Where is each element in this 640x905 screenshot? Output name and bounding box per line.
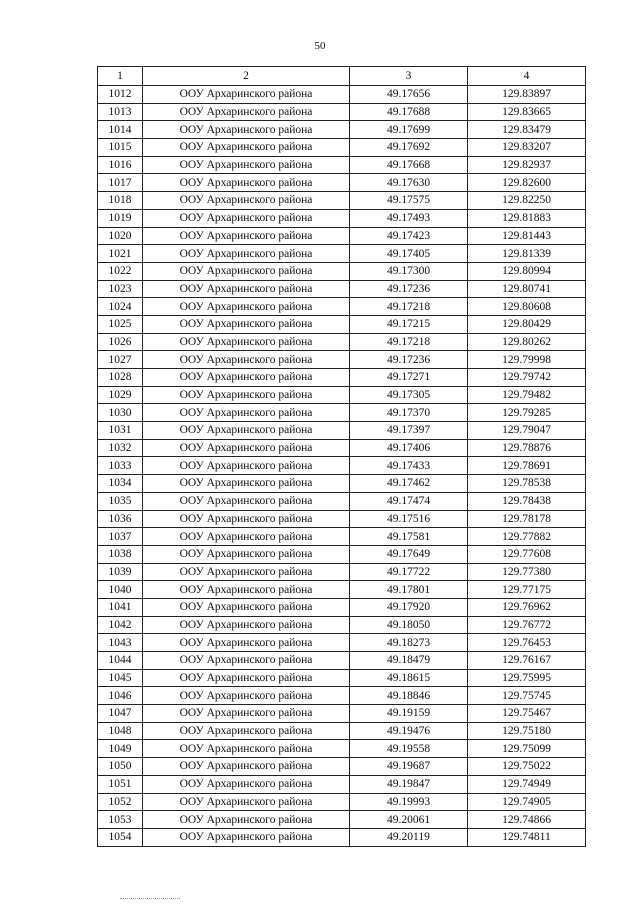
- latitude-cell: 49.18050: [350, 616, 468, 634]
- latitude-cell: 49.17630: [350, 174, 468, 192]
- latitude-cell: 49.17699: [350, 121, 468, 139]
- owner-cell: ООУ Архаринского района: [143, 103, 350, 121]
- longitude-cell: 129.74811: [468, 828, 586, 846]
- longitude-cell: 129.81339: [468, 245, 586, 263]
- longitude-cell: 129.80994: [468, 262, 586, 280]
- owner-cell: ООУ Архаринского района: [143, 475, 350, 493]
- row-number-cell: 1020: [98, 227, 143, 245]
- table-row: [98, 351, 586, 369]
- table-row: [98, 775, 586, 793]
- latitude-cell: 49.17215: [350, 315, 468, 333]
- longitude-cell: 129.74866: [468, 811, 586, 829]
- latitude-cell: 49.17305: [350, 386, 468, 404]
- latitude-cell: 49.17462: [350, 475, 468, 493]
- longitude-cell: 129.75995: [468, 669, 586, 687]
- latitude-cell: 49.20119: [350, 828, 468, 846]
- owner-cell: ООУ Архаринского района: [143, 333, 350, 351]
- longitude-cell: 129.79047: [468, 422, 586, 440]
- owner-cell: ООУ Архаринского района: [143, 669, 350, 687]
- longitude-cell: 129.75467: [468, 705, 586, 723]
- table-row: [98, 192, 586, 210]
- table-row: [98, 404, 586, 422]
- owner-cell: ООУ Архаринского района: [143, 652, 350, 670]
- owner-cell: ООУ Архаринского района: [143, 386, 350, 404]
- owner-cell: ООУ Архаринского района: [143, 740, 350, 758]
- longitude-cell: 129.83479: [468, 121, 586, 139]
- owner-cell: ООУ Архаринского района: [143, 156, 350, 174]
- latitude-cell: 49.19558: [350, 740, 468, 758]
- table-row: [98, 298, 586, 316]
- longitude-cell: 129.75099: [468, 740, 586, 758]
- longitude-cell: 129.82937: [468, 156, 586, 174]
- table-row: [98, 828, 586, 846]
- latitude-cell: 49.17300: [350, 262, 468, 280]
- owner-cell: ООУ Архаринского района: [143, 492, 350, 510]
- table-row: [98, 245, 586, 263]
- table-row: [98, 492, 586, 510]
- row-number-cell: 1027: [98, 351, 143, 369]
- row-number-cell: 1039: [98, 563, 143, 581]
- row-number-cell: 1044: [98, 652, 143, 670]
- table-row: [98, 386, 586, 404]
- longitude-cell: 129.78876: [468, 439, 586, 457]
- owner-cell: ООУ Архаринского района: [143, 262, 350, 280]
- table-row: [98, 705, 586, 723]
- row-number-cell: 1051: [98, 775, 143, 793]
- longitude-cell: 129.78178: [468, 510, 586, 528]
- owner-cell: ООУ Архаринского района: [143, 811, 350, 829]
- table-row: [98, 262, 586, 280]
- row-number-cell: 1032: [98, 439, 143, 457]
- row-number-cell: 1031: [98, 422, 143, 440]
- longitude-cell: 129.79482: [468, 386, 586, 404]
- longitude-cell: 129.77175: [468, 581, 586, 599]
- table-row: [98, 581, 586, 599]
- latitude-cell: 49.18479: [350, 652, 468, 670]
- longitude-cell: 129.81883: [468, 209, 586, 227]
- longitude-cell: 129.77380: [468, 563, 586, 581]
- table-row: [98, 616, 586, 634]
- longitude-cell: 129.75745: [468, 687, 586, 705]
- latitude-cell: 49.18273: [350, 634, 468, 652]
- latitude-cell: 49.17406: [350, 439, 468, 457]
- latitude-cell: 49.19159: [350, 705, 468, 723]
- owner-cell: ООУ Архаринского района: [143, 280, 350, 298]
- owner-cell: ООУ Архаринского района: [143, 581, 350, 599]
- longitude-cell: 129.83897: [468, 86, 586, 104]
- owner-cell: ООУ Архаринского района: [143, 722, 350, 740]
- latitude-cell: 49.20061: [350, 811, 468, 829]
- row-number-cell: 1049: [98, 740, 143, 758]
- page-number: 50: [314, 40, 326, 52]
- latitude-cell: 49.17668: [350, 156, 468, 174]
- longitude-cell: 129.74949: [468, 775, 586, 793]
- longitude-cell: 129.80741: [468, 280, 586, 298]
- table-row: [98, 333, 586, 351]
- latitude-cell: 49.17493: [350, 209, 468, 227]
- table-row: [98, 634, 586, 652]
- row-number-cell: 1050: [98, 758, 143, 776]
- page-footer-mark: [120, 898, 180, 899]
- owner-cell: ООУ Архаринского района: [143, 687, 350, 705]
- owner-cell: ООУ Архаринского района: [143, 616, 350, 634]
- longitude-cell: 129.82250: [468, 192, 586, 210]
- latitude-cell: 49.17271: [350, 369, 468, 387]
- longitude-cell: 129.76167: [468, 652, 586, 670]
- row-number-cell: 1048: [98, 722, 143, 740]
- table-row: [98, 139, 586, 157]
- row-number-cell: 1045: [98, 669, 143, 687]
- owner-cell: ООУ Архаринского района: [143, 369, 350, 387]
- row-number-cell: 1041: [98, 598, 143, 616]
- owner-cell: ООУ Архаринского района: [143, 634, 350, 652]
- owner-cell: ООУ Архаринского района: [143, 245, 350, 263]
- row-number-cell: 1040: [98, 581, 143, 599]
- table-row: [98, 652, 586, 670]
- longitude-cell: 129.76772: [468, 616, 586, 634]
- latitude-cell: 49.19993: [350, 793, 468, 811]
- table-row: [98, 457, 586, 475]
- owner-cell: ООУ Архаринского района: [143, 775, 350, 793]
- row-number-cell: 1033: [98, 457, 143, 475]
- row-number-cell: 1034: [98, 475, 143, 493]
- table-row: [98, 811, 586, 829]
- table-row: [98, 510, 586, 528]
- table-row: [98, 422, 586, 440]
- table-row: [98, 121, 586, 139]
- row-number-cell: 1036: [98, 510, 143, 528]
- longitude-cell: 129.78691: [468, 457, 586, 475]
- owner-cell: ООУ Архаринского района: [143, 209, 350, 227]
- row-number-cell: 1037: [98, 528, 143, 546]
- row-number-cell: 1046: [98, 687, 143, 705]
- latitude-cell: 49.17218: [350, 333, 468, 351]
- row-number-cell: 1030: [98, 404, 143, 422]
- longitude-cell: 129.80262: [468, 333, 586, 351]
- header-cell-4: 4: [468, 67, 586, 86]
- table-row: [98, 545, 586, 563]
- latitude-cell: 49.17920: [350, 598, 468, 616]
- latitude-cell: 49.17236: [350, 351, 468, 369]
- longitude-cell: 129.78438: [468, 492, 586, 510]
- latitude-cell: 49.17236: [350, 280, 468, 298]
- row-number-cell: 1035: [98, 492, 143, 510]
- table-row: [98, 209, 586, 227]
- row-number-cell: 1028: [98, 369, 143, 387]
- row-number-cell: 1029: [98, 386, 143, 404]
- table-row: [98, 528, 586, 546]
- latitude-cell: 49.17370: [350, 404, 468, 422]
- table-row: [98, 439, 586, 457]
- longitude-cell: 129.79998: [468, 351, 586, 369]
- latitude-cell: 49.17474: [350, 492, 468, 510]
- owner-cell: ООУ Архаринского района: [143, 563, 350, 581]
- owner-cell: ООУ Архаринского района: [143, 315, 350, 333]
- table-row: [98, 156, 586, 174]
- owner-cell: ООУ Архаринского района: [143, 192, 350, 210]
- row-number-cell: 1025: [98, 315, 143, 333]
- row-number-cell: 1042: [98, 616, 143, 634]
- latitude-cell: 49.17516: [350, 510, 468, 528]
- row-number-cell: 1013: [98, 103, 143, 121]
- row-number-cell: 1038: [98, 545, 143, 563]
- row-number-cell: 1023: [98, 280, 143, 298]
- table-row: [98, 758, 586, 776]
- latitude-cell: 49.17581: [350, 528, 468, 546]
- latitude-cell: 49.17801: [350, 581, 468, 599]
- row-number-cell: 1054: [98, 828, 143, 846]
- table-row: [98, 563, 586, 581]
- row-number-cell: 1021: [98, 245, 143, 263]
- latitude-cell: 49.17575: [350, 192, 468, 210]
- latitude-cell: 49.17433: [350, 457, 468, 475]
- owner-cell: ООУ Архаринского района: [143, 793, 350, 811]
- latitude-cell: 49.17656: [350, 86, 468, 104]
- row-number-cell: 1026: [98, 333, 143, 351]
- owner-cell: ООУ Архаринского района: [143, 758, 350, 776]
- latitude-cell: 49.17405: [350, 245, 468, 263]
- longitude-cell: 129.81443: [468, 227, 586, 245]
- latitude-cell: 49.18846: [350, 687, 468, 705]
- table-row: [98, 369, 586, 387]
- owner-cell: ООУ Архаринского района: [143, 86, 350, 104]
- row-number-cell: 1012: [98, 86, 143, 104]
- table-body: [98, 86, 586, 847]
- row-number-cell: 1022: [98, 262, 143, 280]
- row-number-cell: 1016: [98, 156, 143, 174]
- latitude-cell: 49.19476: [350, 722, 468, 740]
- owner-cell: ООУ Архаринского района: [143, 227, 350, 245]
- longitude-cell: 129.83665: [468, 103, 586, 121]
- latitude-cell: 49.19847: [350, 775, 468, 793]
- table-row: [98, 793, 586, 811]
- owner-cell: ООУ Архаринского района: [143, 139, 350, 157]
- latitude-cell: 49.17692: [350, 139, 468, 157]
- longitude-cell: 129.78538: [468, 475, 586, 493]
- owner-cell: ООУ Архаринского района: [143, 457, 350, 475]
- table-header: [98, 67, 586, 86]
- longitude-cell: 129.82600: [468, 174, 586, 192]
- table-row: [98, 687, 586, 705]
- table-row: [98, 598, 586, 616]
- latitude-cell: 49.17688: [350, 103, 468, 121]
- table-row: [98, 669, 586, 687]
- latitude-cell: 49.17722: [350, 563, 468, 581]
- longitude-cell: 129.80608: [468, 298, 586, 316]
- table-row: [98, 174, 586, 192]
- owner-cell: ООУ Архаринского района: [143, 351, 350, 369]
- latitude-cell: 49.17397: [350, 422, 468, 440]
- longitude-cell: 129.83207: [468, 139, 586, 157]
- row-number-cell: 1047: [98, 705, 143, 723]
- header-cell-1: 1: [98, 67, 143, 86]
- owner-cell: ООУ Архаринского района: [143, 404, 350, 422]
- owner-cell: ООУ Архаринского района: [143, 439, 350, 457]
- row-number-cell: 1015: [98, 139, 143, 157]
- latitude-cell: 49.19687: [350, 758, 468, 776]
- longitude-cell: 129.74905: [468, 793, 586, 811]
- table-row: [98, 475, 586, 493]
- longitude-cell: 129.75180: [468, 722, 586, 740]
- owner-cell: ООУ Архаринского района: [143, 174, 350, 192]
- longitude-cell: 129.75022: [468, 758, 586, 776]
- latitude-cell: 49.17218: [350, 298, 468, 316]
- owner-cell: ООУ Архаринского района: [143, 705, 350, 723]
- table-row: [98, 227, 586, 245]
- owner-cell: ООУ Архаринского района: [143, 545, 350, 563]
- owner-cell: ООУ Архаринского района: [143, 298, 350, 316]
- longitude-cell: 129.77608: [468, 545, 586, 563]
- table-row: [98, 315, 586, 333]
- row-number-cell: 1052: [98, 793, 143, 811]
- row-number-cell: 1019: [98, 209, 143, 227]
- longitude-cell: 129.79285: [468, 404, 586, 422]
- coordinates-table: [97, 66, 586, 847]
- longitude-cell: 129.76453: [468, 634, 586, 652]
- longitude-cell: 129.76962: [468, 598, 586, 616]
- owner-cell: ООУ Архаринского района: [143, 828, 350, 846]
- longitude-cell: 129.79742: [468, 369, 586, 387]
- row-number-cell: 1014: [98, 121, 143, 139]
- table-row: [98, 103, 586, 121]
- row-number-cell: 1043: [98, 634, 143, 652]
- table-row: [98, 280, 586, 298]
- table-row: [98, 722, 586, 740]
- owner-cell: ООУ Архаринского района: [143, 121, 350, 139]
- row-number-cell: 1017: [98, 174, 143, 192]
- table-row: [98, 86, 586, 104]
- latitude-cell: 49.18615: [350, 669, 468, 687]
- owner-cell: ООУ Архаринского района: [143, 510, 350, 528]
- header-cell-2: 2: [143, 67, 350, 86]
- owner-cell: ООУ Архаринского района: [143, 598, 350, 616]
- longitude-cell: 129.77882: [468, 528, 586, 546]
- table-row: [98, 740, 586, 758]
- owner-cell: ООУ Архаринского района: [143, 528, 350, 546]
- owner-cell: ООУ Архаринского района: [143, 422, 350, 440]
- header-row: [98, 67, 586, 86]
- header-cell-3: 3: [350, 67, 468, 86]
- row-number-cell: 1053: [98, 811, 143, 829]
- latitude-cell: 49.17423: [350, 227, 468, 245]
- longitude-cell: 129.80429: [468, 315, 586, 333]
- latitude-cell: 49.17649: [350, 545, 468, 563]
- row-number-cell: 1018: [98, 192, 143, 210]
- row-number-cell: 1024: [98, 298, 143, 316]
